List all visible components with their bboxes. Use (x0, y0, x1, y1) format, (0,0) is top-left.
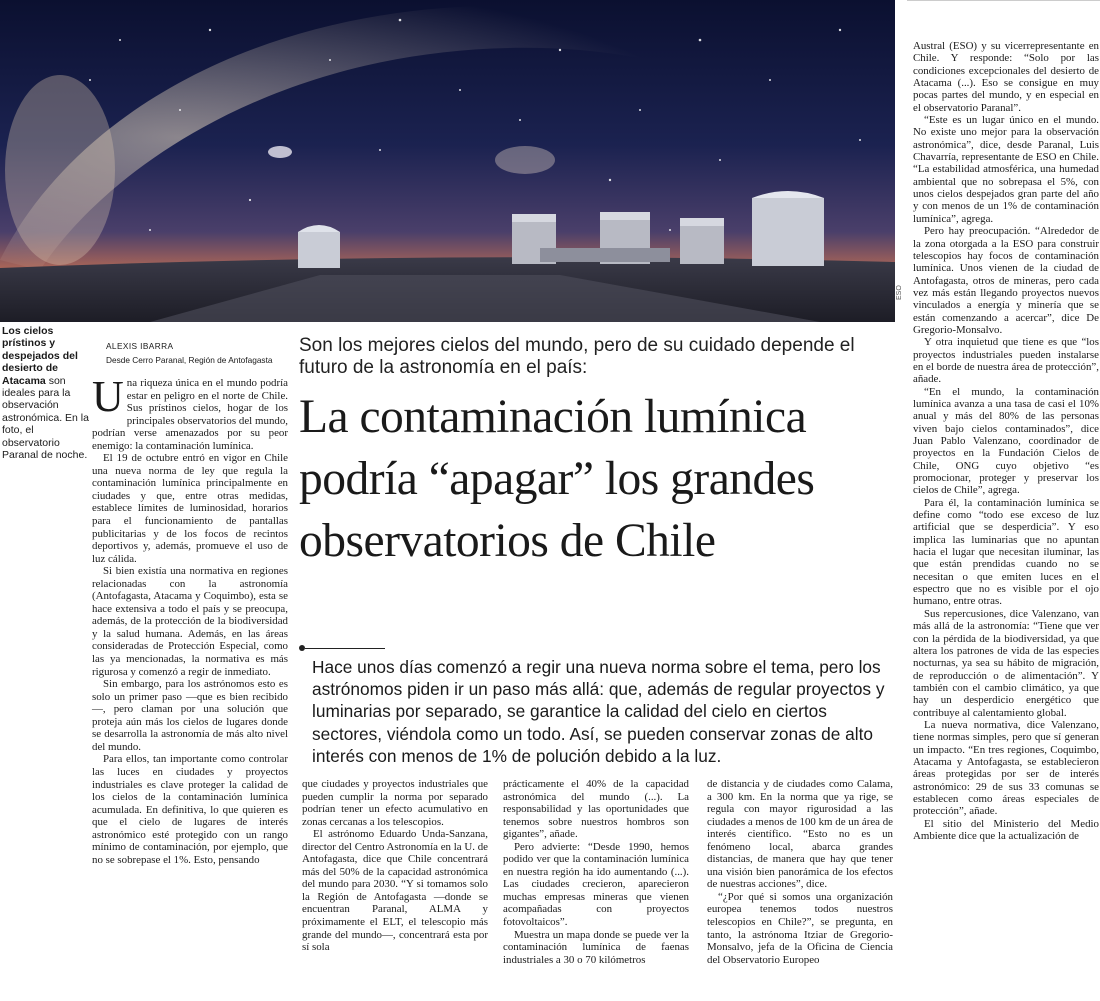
column-top-rule (907, 0, 1100, 1)
caption-text: son ideales para la observación astronómica. En la foto, el observatorio Paranal de noche. (2, 374, 89, 462)
caption-bold: Los cielos prístinos y despejados del desierto de Atacama (2, 325, 78, 387)
col3-p3: Muestra un mapa donde se puede ver la contaminación lumínica de faenas industriales a 30 o 70 kilómetros (503, 928, 689, 966)
col4-p1: de distancia y de ciudades como Calama, a 300 km. En la norma que ya rige, se regula con mayor rigurosidad a las ciudades a menos de 100 km de un área de interés científico. “Esto no es un fenómeno local, abarca grandes distancias, de manera que hay que tener una visión bien panorámica de los efectos de nuestras acciones”, dice. (707, 778, 893, 891)
byline (106, 339, 273, 367)
col4-p2: “¿Por qué si somos una organización europea tenemos todos nuestros telescopios en Chile?”, se pregunta, en tanto, la astrónoma Itziar de Gregorio-Monsalvo, jefa de la Oficina de Ciencia del Observatorio Europeo (707, 890, 893, 966)
col2-p1: que ciudades y proyectos industriales que pueden cumplir la norma por separado podrían tener un efecto acumulativo en zonas cercanas a los telescopios. (302, 778, 488, 828)
col1-p4: Sin embargo, para los astrónomos esto es solo un primer paso —que es bien recibido—, pero claman por una solución que proteja aún más los cielos de lugares donde se desarrolla la astronomía de más alto nivel del mundo. (92, 678, 288, 753)
column-1 (92, 372, 288, 866)
photo-caption (2, 325, 90, 461)
observatory-night-photo (0, 0, 895, 322)
deck-rule (305, 648, 385, 649)
col1-p2: El 19 de octubre entró en vigor en Chile una nueva norma de ley que regula la contaminación lumínica principalmente en ciudades y que, entre otras medidas, establece límites de luminosidad, horarios para el funcionamiento de pantallas publicitarias y de los focos de recintos deportivos y, además, promueve el uso de luz cálida. (92, 452, 288, 565)
column-2 (302, 778, 488, 954)
byline-place: Desde Cerro Paranal, Región de Antofagasta (106, 355, 273, 365)
col1-p1: na riqueza única en el mundo podría estar en peligro en el norte de Chile. Sus prístinos cielos, hogar de los principales observatorios del mundo, podrían verse amenazados por su peor enemigo: la contaminación lumínica. (92, 377, 288, 452)
col1-p5: Para ellos, tan importante como controlar las luces en ciudades y proyectos industriales es clave proteger la calidad de los cielos de la contaminación lumínica acumulada. En definitiva, lo que quieren es que el cielo de lugares de interés astronómico esté protegido con un rango mínimo de contaminación, por ejemplo, que no se sobrepase el 1%. Esto, pensando (92, 753, 288, 866)
col5-p6: Para él, la contaminación lumínica se define como “todo ese exceso de luz artificial que se desperdicia”. Y eso implica las luminarias que no apuntan hacia el lugar que necesitan iluminar, las que están prendidas cuando no se necesitan o que emiten luces en el espectro que no es visible por el ojo humano, entre otras. (913, 496, 1099, 608)
photo-credit: ESO (896, 285, 903, 300)
kicker: Son los mejores cielos del mundo, pero de su cuidado depende el futuro de la astronomía en el país: (299, 335, 855, 378)
col5-p3: Pero hay preocupación. “Alrededor de la zona otorgada a la ESO para construir telescopios hay focos de contaminación lumínica. Unos vienen de la ciudad de Antofagasta, otros de mineras, pero cada vez más están llegando proyectos nuevos vinculados a energía y minería que se están comenzando a acercar”, dice De Gregorio-Monsalvo. (913, 225, 1099, 336)
headline: La contaminación lumínica podría “apagar” los grandes observatorios de Chile (299, 391, 815, 567)
col5-p9: El sitio del Ministerio del Medio Ambiente dice que la actualización de (913, 817, 1099, 842)
author-name: ALEXIS IBARRA (106, 341, 174, 351)
col5-p8: La nueva normativa, dice Valenzano, tiene normas simples, pero que sí generan un impacto. “En tres regiones, Coquimbo, Atacama y Antofagasta, se establecieron áreas protegidas por ser de interés astronómico: 29 de sus 33 comunas se establecen como áreas especiales de protección”, añade. (913, 718, 1099, 818)
col5-p1: Austral (ESO) y su vicerrepresentante en Chile. Y responde: “Solo por las condiciones excepcionales del desierto de Atacama (...). Eso se consigue en muy pocas partes del mundo, y en especial en el observatorio Paranal”. (913, 40, 1099, 114)
col2-p2: El astrónomo Eduardo Unda-Sanzana, director del Centro Astronomía en la U. de Antofagasta, dice que Chile concentrará más del 50% de la capacidad astronómica del mundo para 2030. “Y si tomamos solo la Región de Antofagasta —donde se encuentran Paranal, ALMA y próximamente el ELT, el telescopio más grande del mundo—, concentrará esta por sí sola (302, 828, 488, 954)
night-sky-observatory-icon (0, 0, 895, 322)
col5-p7: Sus repercusiones, dice Valenzano, van más allá de la astronomía: “Tiene que ver con la pérdida de la biodiversidad, ya que altera los patrones de vida de las especies nocturnas, ya sea su hábito de migración, de reproducción o de alimentación”. Y también con el cambio climático, ya que hay un desperdicio energético que contribuye al calentamiento global. (913, 607, 1099, 719)
deck: Hace unos días comenzó a regir una nueva norma sobre el tema, pero los astrónomos piden ir un paso más allá: que, además de regular proyectos y luminarias por separado, se garantice la calidad del cielo en ciertos sectores, viéndola como un todo. Así, se pueden conservar zonas de alto interés con menos de 1% de polución debido a la luz. (312, 657, 885, 766)
column-5 (913, 40, 1099, 842)
drop-cap: U (92, 372, 124, 421)
col5-p5: “En el mundo, la contaminación lumínica avanza a una tasa de casi el 10% anual y más del 80% de las personas viven bajo cielos contaminados”, dice Juan Pablo Valenzano, coordinador de proyectos en la Fundación Cielos de Chile, ONG cuyo objetivo “es promocionar, proteger y preservar los cielos de Chile”, agrega. (913, 385, 1099, 497)
column-4 (707, 778, 893, 966)
col5-p2: “Este es un lugar único en el mundo. No existe uno mejor para la observación astronómica”, dice, desde Paranal, Luis Chavarría, representante de ESO en Chile. “La estabilidad atmosférica, una humedad ambiental que no sobrepasa el 5%, con unos cielos despejados gran parte del año y con menos de un 1% de contaminación lumínica”, agrega. (913, 114, 1099, 225)
col3-p1: prácticamente el 40% de la capacidad astronómica del mundo (...). La responsabilidad y las oportunidades que tenemos sobre nuestros hombros son gigantes”, añade. (503, 778, 689, 841)
col3-p2: Pero advierte: “Desde 1990, hemos podido ver que la contaminación lumínica en nuestra región ha ido aumentando (...). Las ciudades crecieron, aparecieron muchas empresas mineras que vienen acompañadas con proyectos fotovoltaicos”. (503, 840, 689, 929)
col1-p3: Si bien existía una normativa en regiones relacionadas con la astronomía (Antofagasta, Atacama y Coquimbo), esta se hace extensiva a todo el país y se preocupa, además, de la protección de la biodiversidad y la salud humana. Además, en las áreas consideradas de Protección Especial, como las ya mencionadas, la normativa es más rigurosa y comenzó a regir de inmediato. (92, 565, 288, 678)
col5-p4: Y otra inquietud que tiene es que “los proyectos industriales pueden instalarse en el borde de nuestra área de protección”, añade. (913, 336, 1099, 386)
column-3 (503, 778, 689, 966)
